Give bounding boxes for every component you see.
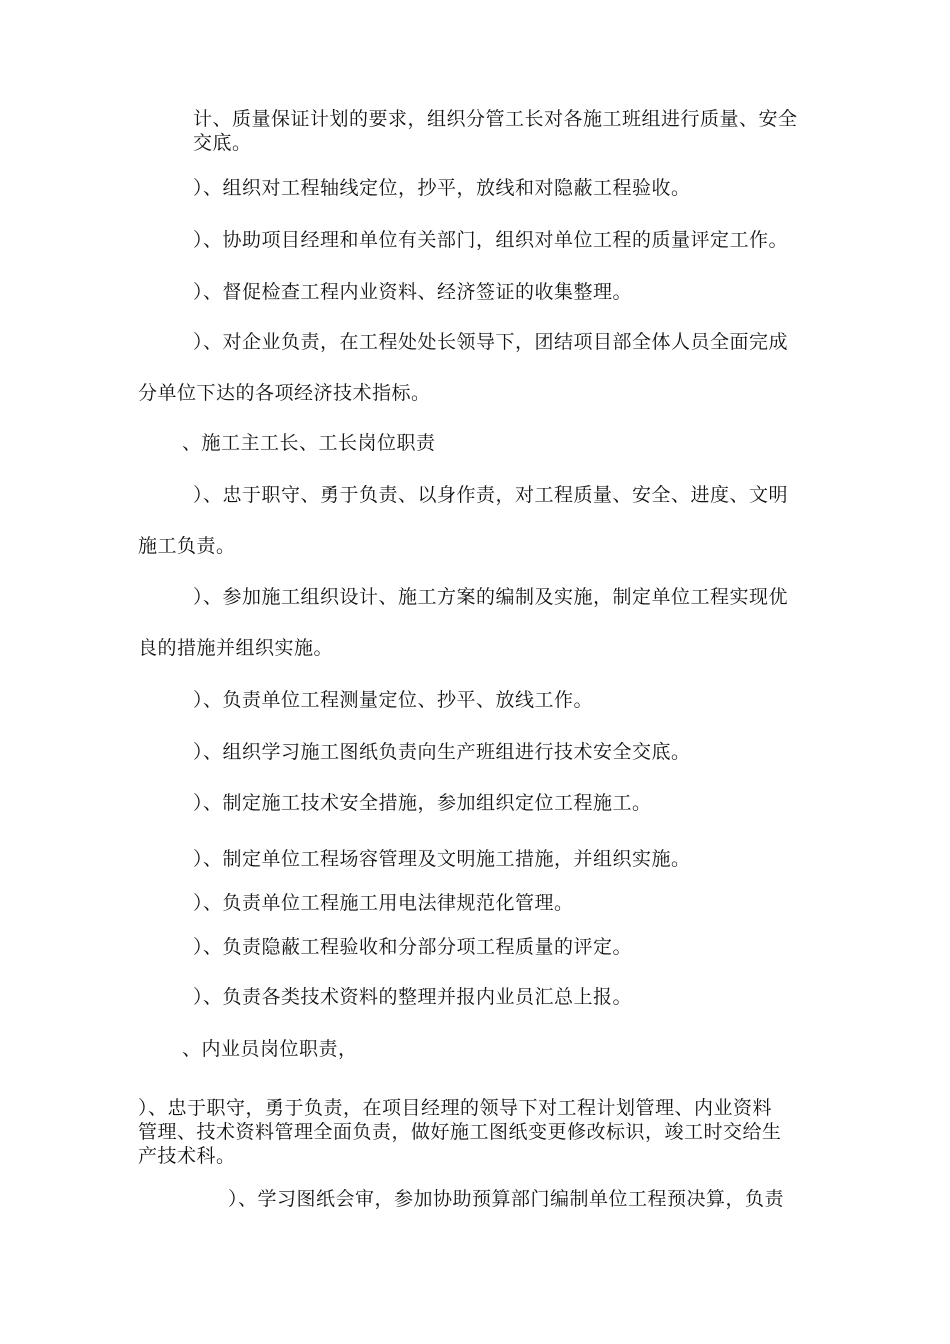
paragraph-continuation <box>193 107 798 155</box>
section-heading: 、施工主工长、工长岗位职责 <box>182 432 436 454</box>
duty-item: ）、负责各类技术资料的整理并报内业员汇总上报。 <box>193 986 633 1008</box>
duty-item: ）、参加施工组织设计、施工方案的编制及实施，制定单位工程实现优 <box>193 586 789 608</box>
paragraph-line: 产技术科。 <box>138 1145 236 1167</box>
section-heading: 、内业员岗位职责， <box>182 1038 358 1060</box>
duty-item: ）、组织学习施工图纸负责向生产班组进行技术安全交底。 <box>193 741 691 763</box>
duty-item-multiline <box>138 1096 782 1168</box>
duty-item: ）、负责单位工程测量定位、抄平、放线工作。 <box>193 689 594 711</box>
duty-item: ）、负责隐蔽工程验收和分部分项工程质量的评定。 <box>193 936 633 958</box>
duty-item: ）、对企业负责，在工程处处长领导下，团结项目部全体人员全面完成 <box>193 331 789 353</box>
paragraph-line: 交底。 <box>193 132 252 154</box>
paragraph-line: 计、质量保证计划的要求，组织分管工长对各施工班组进行质量、安全 <box>193 108 798 130</box>
paragraph-line: ）、忠于职守，勇于负责，在项目经理的领导下对工程计划管理、内业资料 <box>138 1097 773 1119</box>
duty-item: ）、组织对工程轴线定位，抄平，放线和对隐蔽工程验收。 <box>193 177 691 199</box>
duty-item: ）、制定施工技术安全措施，参加组织定位工程施工。 <box>193 792 652 814</box>
duty-item: ）、制定单位工程场容管理及文明施工措施，并组织实施。 <box>193 848 691 870</box>
duty-item: ）、负责单位工程施工用电法律规范化管理。 <box>193 892 574 914</box>
paragraph-line: 管理、技术资料管理全面负责，做好施工图纸变更修改标识，竣工时交给生 <box>138 1121 782 1143</box>
duty-item: ）、学习图纸会审，参加协助预算部门编制单位工程预决算，负责 <box>228 1188 785 1210</box>
duty-item: ）、协助项目经理和单位有关部门，组织对单位工程的质量评定工作。 <box>193 229 789 251</box>
duty-item: ）、督促检查工程内业资料、经济签证的收集整理。 <box>193 281 633 303</box>
duty-item-continuation: 分单位下达的各项经济技术指标。 <box>138 382 431 404</box>
duty-item-continuation: 良的措施并组织实施。 <box>138 637 334 659</box>
duty-item: ）、忠于职守、勇于负责、以身作责，对工程质量、安全、进度、文明 <box>193 484 789 506</box>
duty-item-continuation: 施工负责。 <box>138 535 236 557</box>
